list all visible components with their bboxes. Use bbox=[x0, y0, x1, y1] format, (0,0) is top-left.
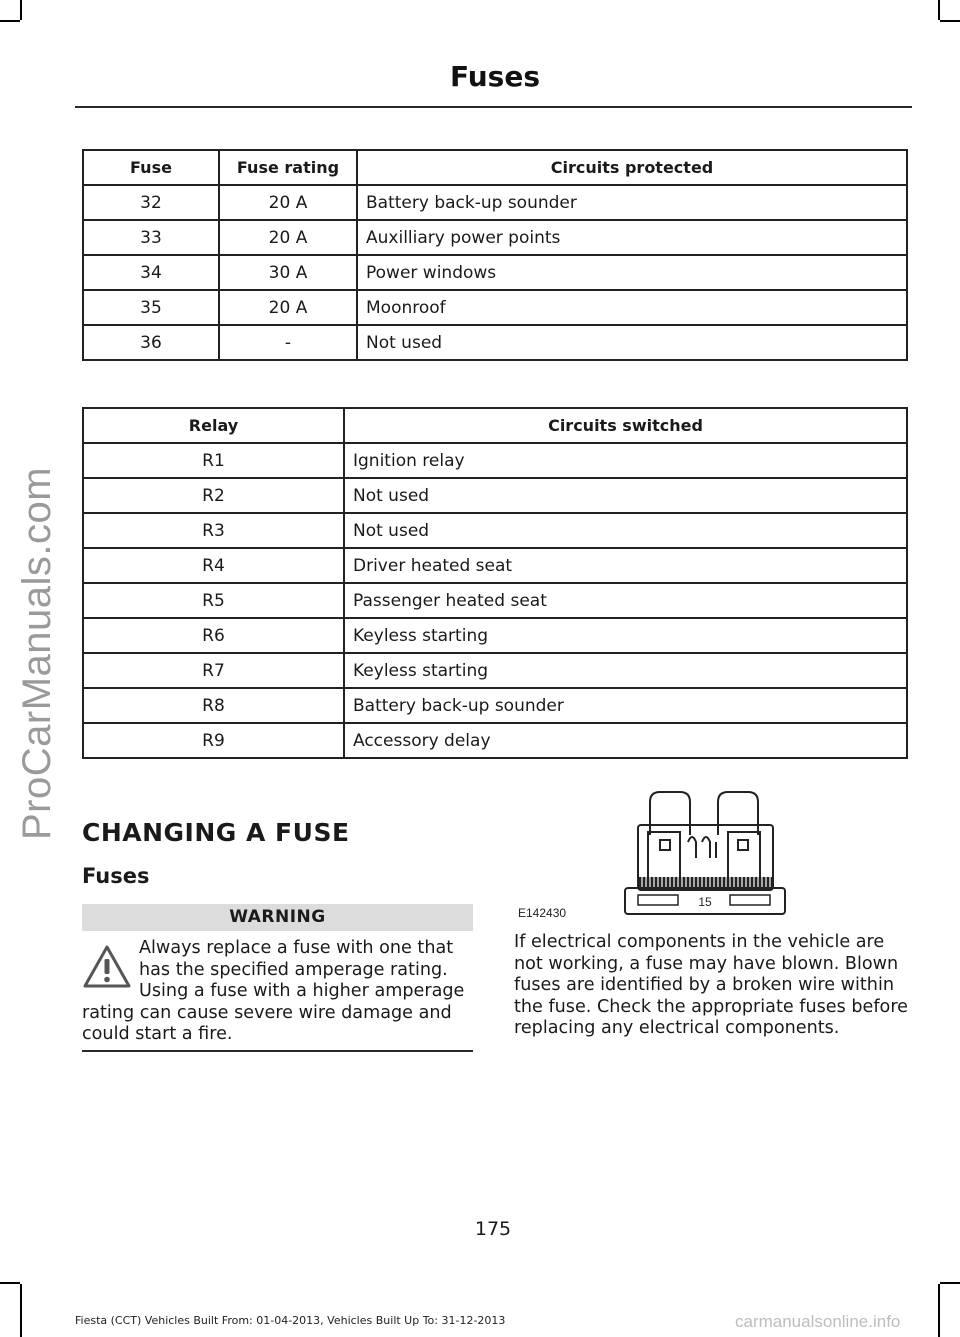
fuse-rating: 30 A bbox=[219, 255, 357, 290]
relay-id: R9 bbox=[83, 723, 344, 758]
column-header-circuits-switched: Circuits switched bbox=[344, 408, 907, 443]
table-row bbox=[83, 513, 907, 548]
relay-id: R1 bbox=[83, 443, 344, 478]
fuse-number: 36 bbox=[83, 325, 219, 360]
column-header-fuse-rating: Fuse rating bbox=[219, 150, 357, 185]
page-title: Fuses bbox=[450, 60, 540, 93]
circuit-switched: Ignition relay bbox=[344, 443, 907, 478]
warning-divider bbox=[82, 1050, 473, 1052]
fuse-rating-label: 15 bbox=[698, 895, 712, 909]
circuit-switched: Keyless starting bbox=[344, 618, 907, 653]
column-header-fuse: Fuse bbox=[83, 150, 219, 185]
table-row bbox=[83, 548, 907, 583]
body-paragraph: If electrical components in the vehicle are not working, a fuse may have blown. Blown fuses are identified by a broken wire within the fuse. Check the appropriate fuses before replacing any electrical components. bbox=[514, 932, 908, 1038]
crop-mark bbox=[938, 1284, 940, 1337]
fuse-illustration bbox=[580, 780, 910, 920]
side-watermark: ProCarManuals.com bbox=[15, 466, 59, 840]
table-row bbox=[83, 185, 907, 220]
footer-text: Fiesta (CCT) Vehicles Built From: 01-04-2013, Vehicles Built Up To: 31-12-2013 bbox=[75, 1314, 506, 1327]
section-heading: CHANGING A FUSE bbox=[82, 818, 350, 847]
table-row bbox=[83, 723, 907, 758]
crop-mark bbox=[940, 1282, 960, 1284]
relay-id: R3 bbox=[83, 513, 344, 548]
crop-mark bbox=[940, 20, 960, 22]
circuit-switched: Battery back-up sounder bbox=[344, 688, 907, 723]
table-row bbox=[83, 220, 907, 255]
table-row bbox=[83, 255, 907, 290]
warning-header: WARNING bbox=[82, 904, 473, 931]
circuit-protected: Moonroof bbox=[357, 290, 907, 325]
relay-id: R4 bbox=[83, 548, 344, 583]
crop-mark bbox=[20, 0, 22, 20]
relay-table bbox=[82, 407, 908, 759]
fuse-number: 33 bbox=[83, 220, 219, 255]
circuit-switched: Driver heated seat bbox=[344, 548, 907, 583]
crop-mark bbox=[0, 1282, 20, 1284]
column-header-relay: Relay bbox=[83, 408, 344, 443]
title-divider bbox=[75, 106, 912, 108]
relay-id: R7 bbox=[83, 653, 344, 688]
warning-text: Always replace a fuse with one that has the specified amperage rating. Using a fuse with a higher amperage rating can cause severe wire damage and could start a fire. bbox=[82, 938, 465, 1044]
table-row bbox=[83, 290, 907, 325]
table-row bbox=[83, 478, 907, 513]
circuit-protected: Not used bbox=[357, 325, 907, 360]
page-number: 175 bbox=[474, 1218, 512, 1240]
table-row bbox=[83, 688, 907, 723]
relay-id: R6 bbox=[83, 618, 344, 653]
crop-mark bbox=[20, 1284, 22, 1337]
fuse-table bbox=[82, 149, 908, 361]
table-row bbox=[83, 325, 907, 360]
table-row bbox=[83, 653, 907, 688]
fuse-number: 35 bbox=[83, 290, 219, 325]
circuit-switched: Not used bbox=[344, 478, 907, 513]
relay-id: R5 bbox=[83, 583, 344, 618]
table-row bbox=[83, 443, 907, 478]
circuit-switched: Accessory delay bbox=[344, 723, 907, 758]
fuse-rating: - bbox=[219, 325, 357, 360]
circuit-protected: Auxilliary power points bbox=[357, 220, 907, 255]
circuit-switched: Keyless starting bbox=[344, 653, 907, 688]
fuse-rating: 20 A bbox=[219, 290, 357, 325]
circuit-protected: Power windows bbox=[357, 255, 907, 290]
figure-code: E142430 bbox=[518, 906, 567, 920]
circuit-switched: Not used bbox=[344, 513, 907, 548]
crop-mark bbox=[938, 0, 940, 20]
section-subheading: Fuses bbox=[82, 864, 150, 888]
relay-table-header-row bbox=[83, 408, 907, 443]
relay-id: R8 bbox=[83, 688, 344, 723]
table-row bbox=[83, 618, 907, 653]
fuse-number: 34 bbox=[83, 255, 219, 290]
fuse-rating: 20 A bbox=[219, 220, 357, 255]
warning-text-block bbox=[82, 938, 477, 1046]
crop-mark bbox=[0, 20, 20, 22]
footer-watermark: carmanualsonline.info bbox=[735, 1312, 901, 1331]
table-row bbox=[83, 583, 907, 618]
circuit-protected: Battery back-up sounder bbox=[357, 185, 907, 220]
fuse-rating: 20 A bbox=[219, 185, 357, 220]
relay-id: R2 bbox=[83, 478, 344, 513]
circuit-switched: Passenger heated seat bbox=[344, 583, 907, 618]
fuse-table-header-row bbox=[83, 150, 907, 185]
fuse-number: 32 bbox=[83, 185, 219, 220]
column-header-circuits-protected: Circuits protected bbox=[357, 150, 907, 185]
